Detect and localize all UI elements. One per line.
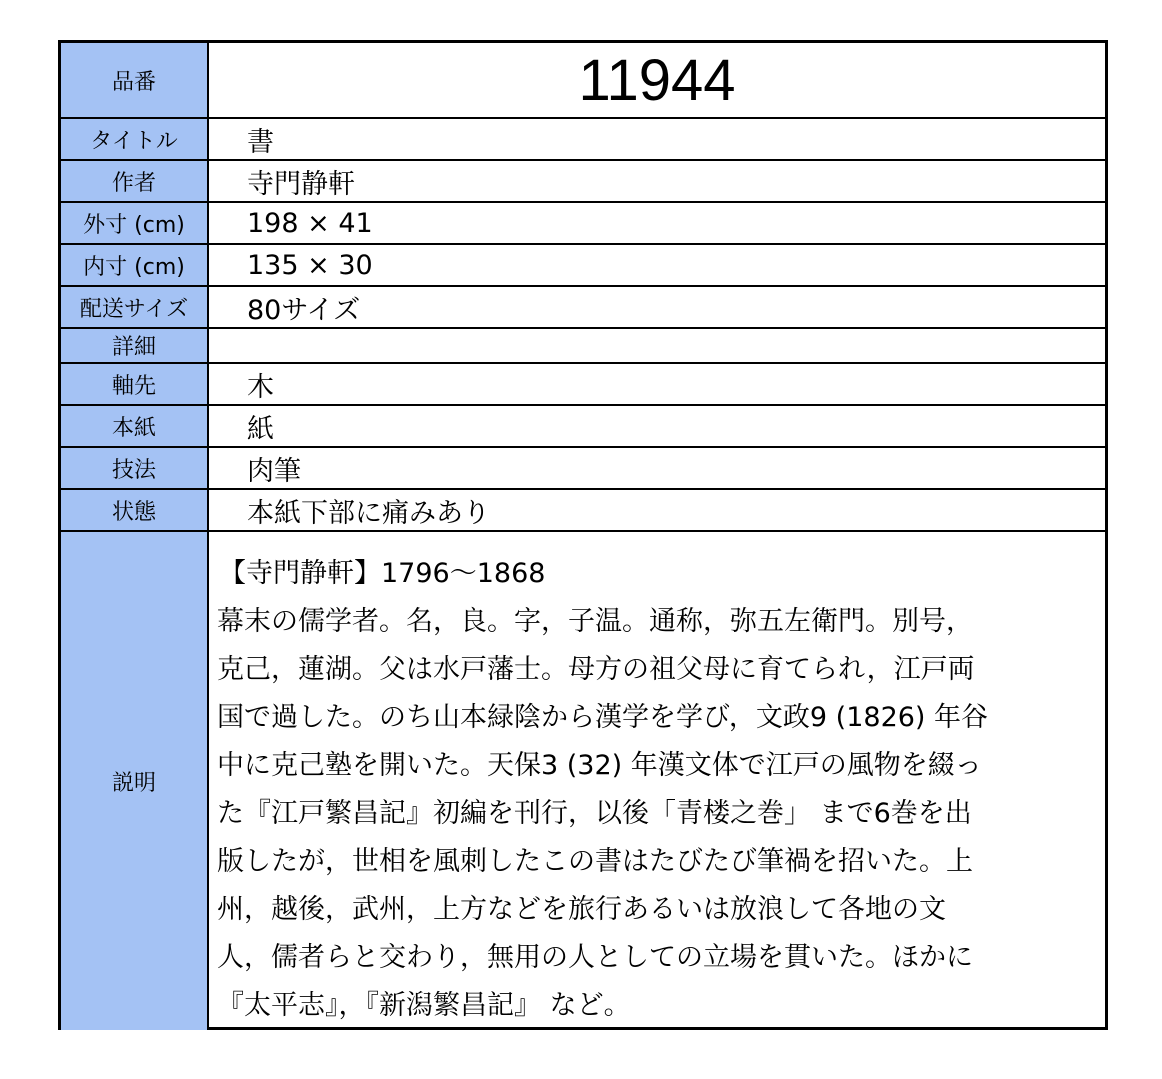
roller-ends-value: 木	[208, 363, 1105, 405]
technique-value: 肉筆	[208, 447, 1105, 489]
row-title	[61, 118, 1105, 160]
detail-label: 詳細	[61, 328, 208, 363]
row-base-material	[61, 405, 1105, 447]
product-spec-sheet	[58, 40, 1108, 1030]
description-line: た『江戸繁昌記』初編を刊行，以後「青楼之巻」 まで6巻を出	[217, 798, 972, 829]
row-item-number	[61, 43, 1105, 118]
row-inner-size	[61, 244, 1105, 286]
outer-size-label: 外寸 (cm)	[61, 202, 208, 244]
description-value	[208, 531, 1105, 1030]
description-line: 版したが，世相を風刺したこの書はたびたび筆禍を招いた。上	[217, 846, 973, 877]
spec-table	[61, 43, 1105, 1030]
description-line: 人，儒者らと交わり，無用の人としての立場を貫いた。ほかに	[217, 942, 973, 973]
detail-value	[208, 328, 1105, 363]
description-line: 克己，蓮湖。父は水戸藩士。母方の祖父母に育てられ，江戸両	[217, 654, 975, 685]
row-description	[61, 531, 1105, 1030]
description-body	[217, 598, 1085, 1030]
shipping-size-label: 配送サイズ	[61, 286, 208, 328]
row-outer-size	[61, 202, 1105, 244]
row-roller-ends	[61, 363, 1105, 405]
condition-label: 状態	[61, 489, 208, 531]
title-value: 書	[208, 118, 1105, 160]
title-label: タイトル	[61, 118, 208, 160]
description-heading: 【寺門静軒】1796〜1868	[219, 558, 546, 589]
row-condition	[61, 489, 1105, 531]
condition-value: 本紙下部に痛みあり	[208, 489, 1105, 531]
description-line: 州，越後，武州，上方などを旅行あるいは放浪して各地の文	[217, 894, 946, 925]
row-detail	[61, 328, 1105, 363]
row-technique	[61, 447, 1105, 489]
shipping-size-value: 80サイズ	[208, 286, 1105, 328]
description-line: 幕末の儒学者。名，良。字，子温。通称，弥五左衛門。別号，	[217, 606, 973, 637]
inner-size-value: 135 × 30	[208, 244, 1105, 286]
technique-label: 技法	[61, 447, 208, 489]
description-label: 説明	[61, 531, 208, 1030]
row-artist	[61, 160, 1105, 202]
base-material-label: 本紙	[61, 405, 208, 447]
item-number-value: 11944	[208, 43, 1105, 118]
row-shipping-size	[61, 286, 1105, 328]
inner-size-label: 内寸 (cm)	[61, 244, 208, 286]
artist-label: 作者	[61, 160, 208, 202]
description-line: 中に克己塾を開いた。天保3 (32) 年漢文体で江戸の風物を綴っ	[217, 750, 982, 781]
roller-ends-label: 軸先	[61, 363, 208, 405]
description-line: 『太平志』，『新潟繁昌記』 など。	[217, 990, 631, 1021]
base-material-value: 紙	[208, 405, 1105, 447]
item-number-label: 品番	[61, 43, 208, 118]
outer-size-value: 198 × 41	[208, 202, 1105, 244]
description-line: 国で過した。のち山本緑陰から漢学を学び，文政9 (1826) 年谷	[217, 702, 989, 733]
artist-value: 寺門静軒	[208, 160, 1105, 202]
